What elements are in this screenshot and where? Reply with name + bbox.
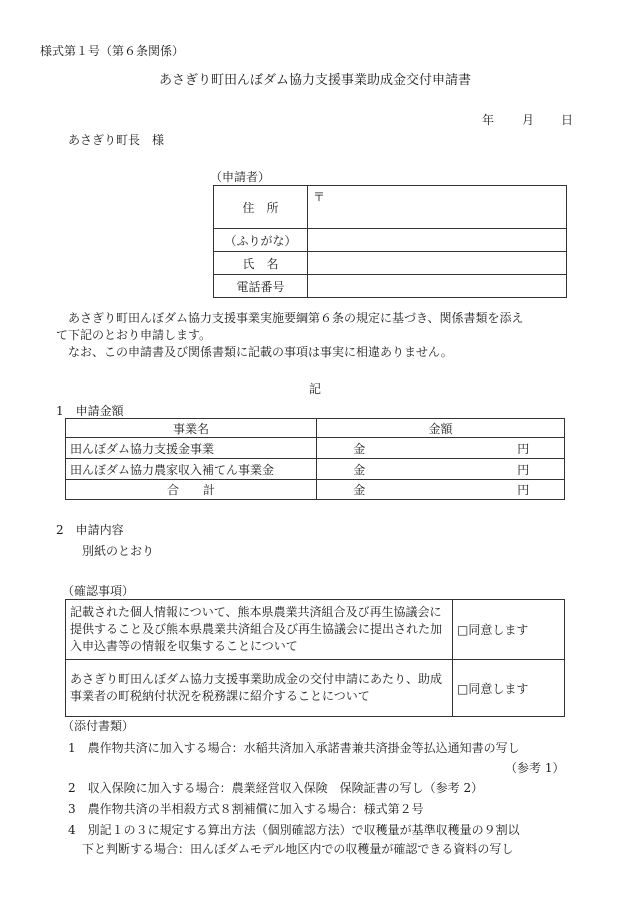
confirm-row: [66, 660, 565, 717]
total-amount-field[interactable]: [402, 480, 483, 500]
address-field[interactable]: 〒: [308, 186, 567, 229]
name-field[interactable]: [308, 252, 567, 275]
total-label: 合 計: [66, 480, 317, 500]
agree-checkbox[interactable]: □同意します: [453, 600, 565, 660]
attachment-item: 2 収入保険に加入する場合：農業経営収入保険 保険証書の写し（参考 2）: [68, 781, 484, 795]
address-label: 住 所: [214, 186, 308, 229]
addressee: あさぎり町長 様: [68, 133, 165, 147]
name-label: 氏 名: [214, 252, 308, 275]
applicant-row-address: [214, 186, 567, 229]
applicant-table: [213, 185, 567, 298]
confirm-table: [65, 599, 565, 717]
applicant-row-phone: [214, 275, 567, 298]
attachment-item-continued: 下と判断する場合：田んぼダムモデル地区内での収穫量が確認できる資料の写し: [82, 842, 514, 856]
amount-field[interactable]: [402, 438, 483, 459]
attachment-item: 1 農作物共済に加入する場合：水稲共済加入承諾書兼共済掛金等払込通知書の写し: [68, 741, 520, 755]
furigana-field[interactable]: [308, 229, 567, 252]
agree-checkbox[interactable]: □同意します: [453, 660, 565, 717]
date-day: 日: [561, 113, 574, 127]
attachment-ref: （参考 1）: [505, 761, 565, 775]
applicant-row-name: [214, 252, 567, 275]
section1-title: 1 申請金額: [56, 404, 124, 418]
body-line-1: あさぎり町田んぼダム協力支援事業実施要綱第６条の規定に基づき、関係書類を添え: [68, 311, 524, 325]
project-name: 田んぼダム協力支援金事業: [66, 438, 317, 459]
attachment-item: 3 農作物共済の半相殺方式８割補償に加入する場合：様式第２号: [68, 802, 424, 816]
applicant-row-furigana: [214, 229, 567, 252]
amount-row: [66, 438, 565, 459]
phone-field[interactable]: [308, 275, 567, 298]
confirm-heading: （確認事項）: [62, 584, 135, 598]
kin-label: 金: [317, 480, 402, 500]
confirm-row: [66, 600, 565, 660]
yen-label: 円: [483, 438, 565, 459]
section2-title: 2 申請内容: [56, 523, 124, 537]
header-kingaku: 金額: [317, 419, 565, 438]
page-title: あさぎり町田んぼダム協力支援事業助成金交付申請書: [158, 73, 471, 88]
total-row: [66, 480, 565, 500]
confirm-text: あさぎり町田んぼダム協力支援事業助成金の交付申請にあたり、助成事業者の町税納付状況を税務課に紹介することについて: [66, 660, 453, 717]
date-year: 年: [482, 113, 495, 127]
yen-label: 円: [483, 480, 565, 500]
body-line-2: て下記のとおり申請します。: [56, 328, 212, 342]
attachment-item: 4 別記１の３に規定する算出方法（個別確認方法）で収穫量が基準収穫量の９割以: [68, 823, 520, 837]
yen-label: 円: [483, 459, 565, 480]
amount-header-row: [66, 419, 565, 438]
project-name: 田んぼダム協力農家収入補てん事業金: [66, 459, 317, 480]
amount-table: [65, 418, 565, 500]
applicant-heading: （申請者）: [210, 170, 271, 184]
kin-label: 金: [317, 438, 402, 459]
phone-label: 電話番号: [214, 275, 308, 298]
header-jigyo: 事業名: [66, 419, 317, 438]
furigana-label: （ふりがな）: [214, 229, 308, 252]
ki-heading: 記: [308, 382, 321, 396]
section2-content: 別紙のとおり: [82, 544, 155, 558]
amount-field[interactable]: [402, 459, 483, 480]
amount-row: [66, 459, 565, 480]
date-month: 月: [522, 113, 535, 127]
kin-label: 金: [317, 459, 402, 480]
body-line-3: なお、この申請書及び関係書類に記載の事項は事実に相違ありません。: [68, 345, 453, 359]
confirm-text: 記載された個人情報について、熊本県農業共済組合及び再生協議会に提供すること及び熊本県農業共済組合及び再生協議会に提出された加入申込書等の情報を収集することについて: [66, 600, 453, 660]
form-number: 様式第１号（第６条関係）: [40, 44, 185, 58]
attachments-heading: （添付書類）: [62, 719, 135, 733]
